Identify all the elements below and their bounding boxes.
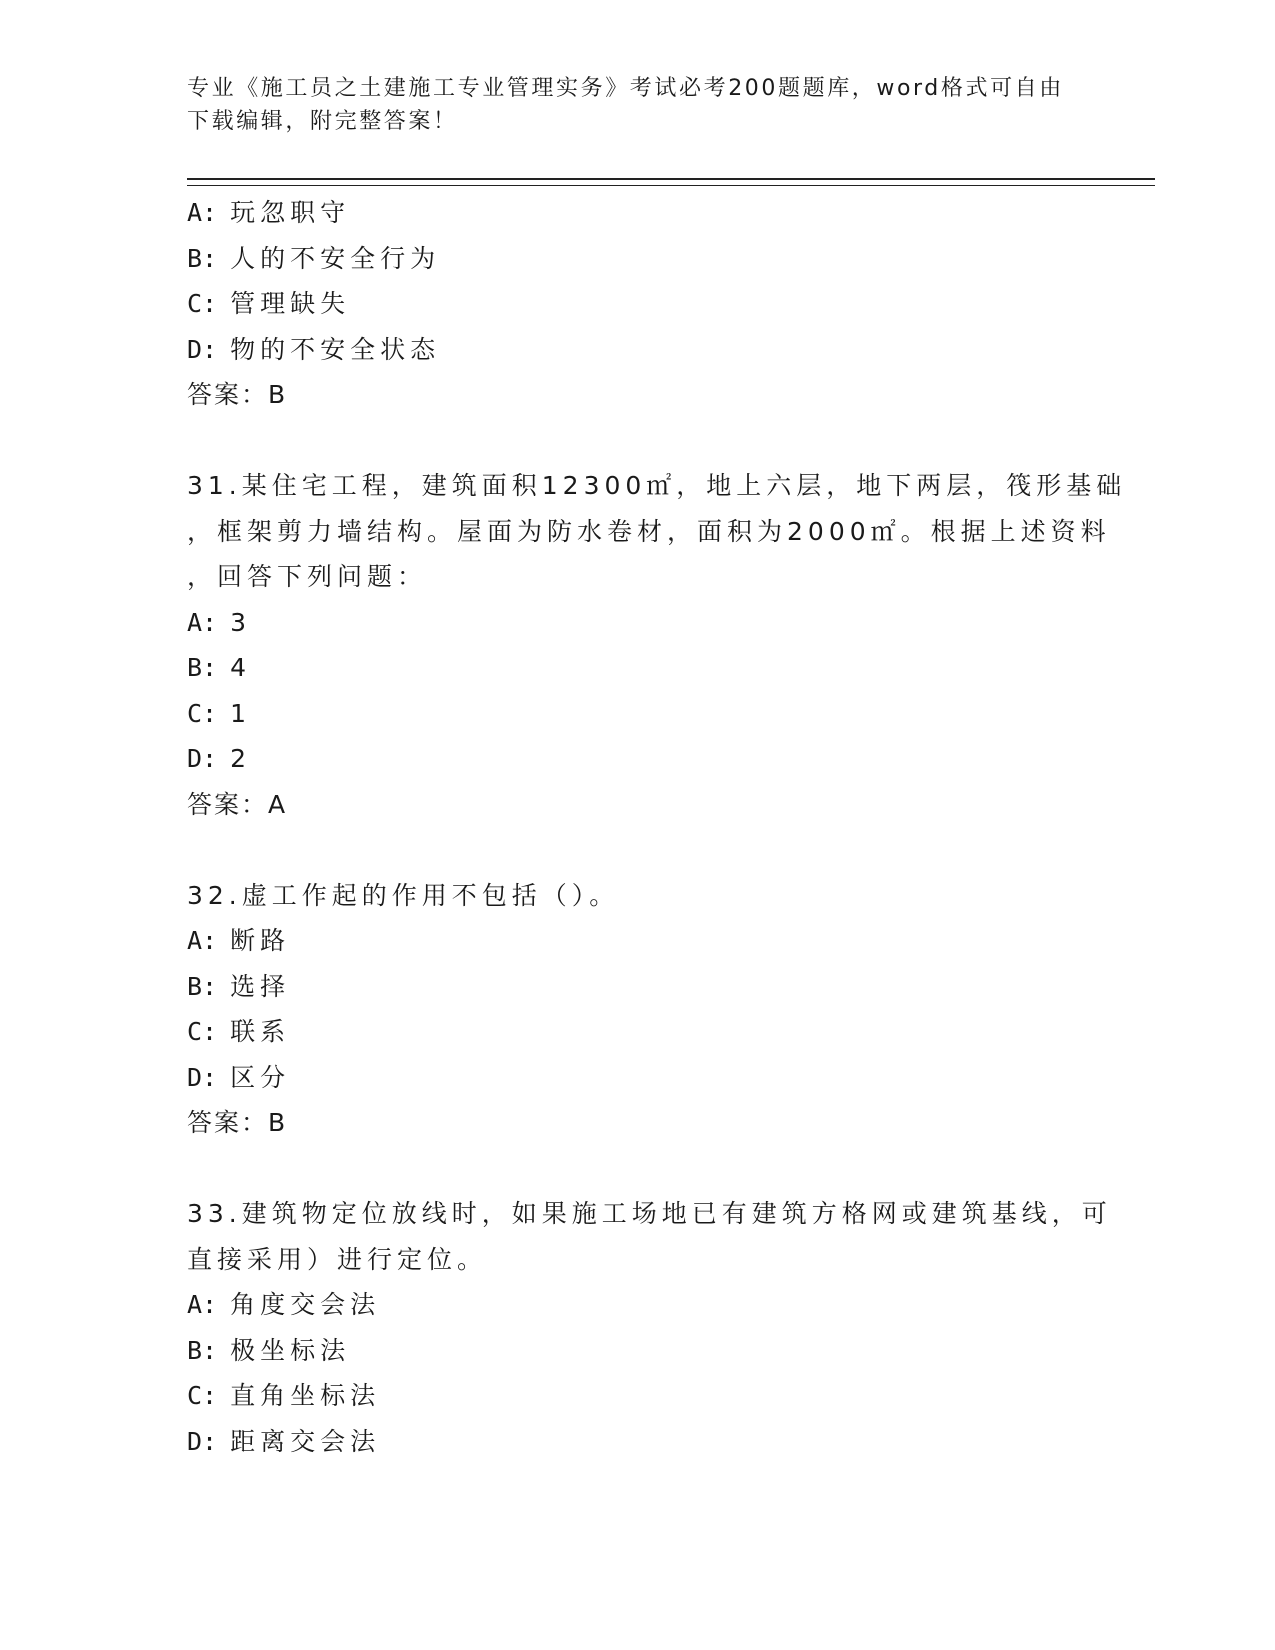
option-text: 直角坐标法 bbox=[230, 1381, 381, 1410]
option-text: 角度交会法 bbox=[230, 1290, 381, 1319]
answer-line: 答案：A bbox=[187, 789, 288, 819]
option-letter: D: bbox=[187, 1062, 218, 1092]
option-c bbox=[187, 1373, 1067, 1419]
option-text: 物的不安全状态 bbox=[230, 334, 441, 364]
question-block bbox=[187, 190, 1067, 418]
option-b bbox=[187, 236, 1067, 282]
option-letter: A: bbox=[187, 926, 218, 955]
option-text: 距离交会法 bbox=[230, 1426, 381, 1456]
option-b bbox=[187, 964, 1067, 1010]
question-stem-line: 直接采用）进行定位。 bbox=[187, 1244, 488, 1274]
option-letter: B: bbox=[187, 243, 218, 273]
option-letter: D: bbox=[187, 1426, 218, 1456]
option-letter: D: bbox=[187, 744, 218, 773]
option-letter: A: bbox=[187, 198, 218, 227]
option-letter: C: bbox=[187, 289, 218, 318]
answer-line: 答案：B bbox=[187, 1108, 288, 1137]
question-stem-line: 32.虚工作起的作用不包括（）。 bbox=[187, 880, 620, 910]
answer-line: 答案：B bbox=[187, 380, 288, 409]
question-block bbox=[187, 873, 1067, 1146]
option-letter: D: bbox=[187, 334, 218, 364]
option-a bbox=[187, 600, 1067, 646]
header-divider bbox=[187, 178, 1155, 186]
option-text: 断路 bbox=[230, 926, 291, 955]
question-block bbox=[187, 463, 1127, 827]
question-stem-line: 33.建筑物定位放线时，如果施工场地已有建筑方格网或建筑基线，可 bbox=[187, 1199, 1112, 1228]
option-b bbox=[187, 645, 1067, 691]
option-a bbox=[187, 918, 1067, 964]
option-text: 3 bbox=[230, 607, 251, 637]
option-text: 极坐标法 bbox=[230, 1335, 351, 1365]
option-letter: A: bbox=[187, 607, 218, 637]
option-text: 选择 bbox=[230, 971, 291, 1001]
option-text: 2 bbox=[230, 744, 251, 773]
option-letter: C: bbox=[187, 1381, 218, 1410]
option-c bbox=[187, 691, 1067, 737]
question-stem-line: ，框架剪力墙结构。屋面为防水卷材，面积为2000㎡。根据上述资料 bbox=[187, 516, 1111, 546]
option-text: 联系 bbox=[230, 1017, 291, 1046]
option-letter: C: bbox=[187, 698, 218, 728]
option-letter: C: bbox=[187, 1017, 218, 1046]
option-d bbox=[187, 327, 1067, 373]
option-letter: B: bbox=[187, 971, 218, 1001]
option-text: 管理缺失 bbox=[230, 289, 351, 318]
option-d bbox=[187, 1055, 1067, 1101]
option-d bbox=[187, 736, 1067, 782]
option-c bbox=[187, 281, 1067, 327]
page-header: 专业《施工员之土建施工专业管理实务》考试必考200题题库，word格式可自由下载编辑，附完整答案！ bbox=[187, 76, 1064, 134]
question-stem-line: 31.某住宅工程，建筑面积12300㎡，地上六层，地下两层，筏形基础 bbox=[187, 471, 1127, 500]
option-b bbox=[187, 1328, 1067, 1374]
question-block bbox=[187, 1191, 1112, 1464]
option-text: 区分 bbox=[230, 1062, 291, 1092]
option-text: 玩忽职守 bbox=[230, 198, 351, 227]
option-letter: B: bbox=[187, 653, 218, 682]
question-stem-line: ，回答下列问题： bbox=[187, 562, 428, 591]
option-letter: A: bbox=[187, 1290, 218, 1319]
option-d bbox=[187, 1419, 1067, 1465]
option-a bbox=[187, 1282, 1067, 1328]
option-text: 1 bbox=[230, 698, 251, 728]
option-text: 4 bbox=[230, 653, 251, 682]
option-text: 人的不安全行为 bbox=[230, 243, 441, 273]
option-letter: B: bbox=[187, 1335, 218, 1365]
option-c bbox=[187, 1009, 1067, 1055]
option-a bbox=[187, 190, 1067, 236]
question-list bbox=[187, 190, 1127, 1464]
